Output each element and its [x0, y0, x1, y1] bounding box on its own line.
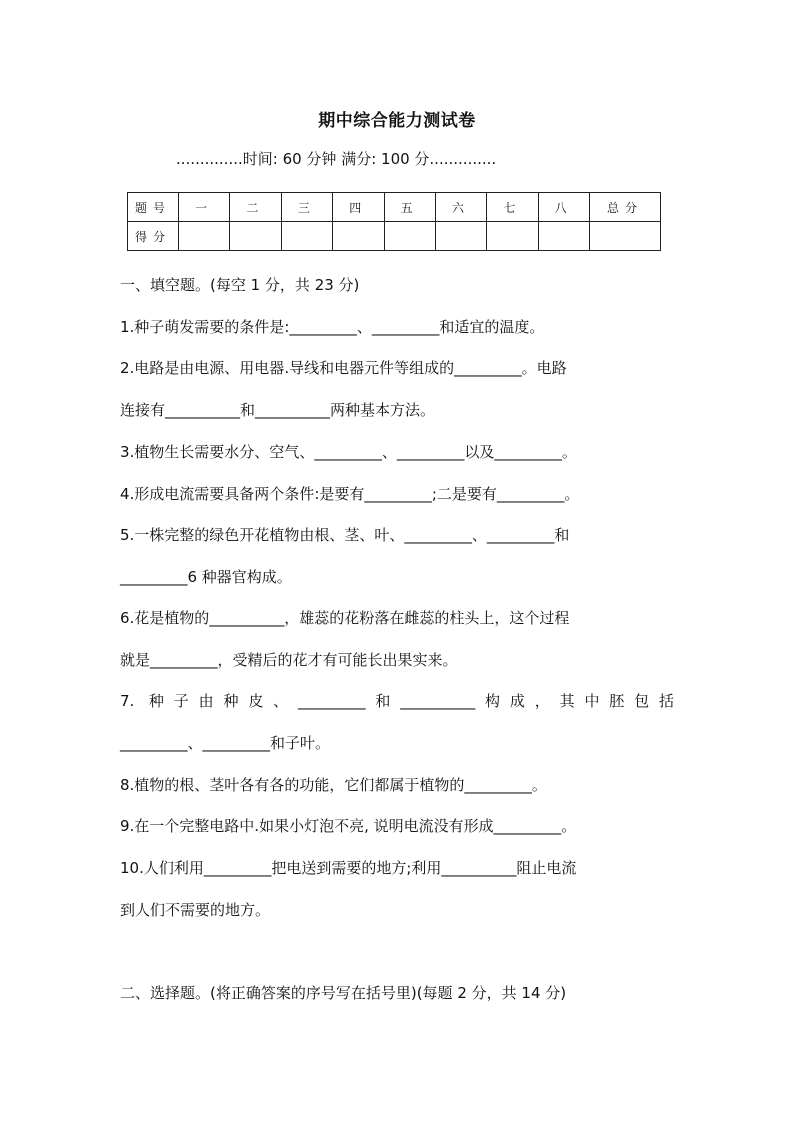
score-table-cell: 题号 — [128, 193, 179, 222]
question-line: 10.人们利用_________把电送到需要的地方;利用__________阻止电流 — [120, 859, 577, 877]
question-line: 6.花是植物的__________，雄蕊的花粉落在雌蕊的柱头上，这个过程 — [120, 609, 570, 627]
score-input-cell[interactable] — [487, 222, 538, 251]
score-table-header-row — [128, 193, 661, 222]
score-table-cell: 七 — [487, 193, 538, 222]
question-line: _________、_________和子叶。 — [120, 734, 331, 752]
exam-title: 期中综合能力测试卷 — [318, 111, 476, 131]
score-table-cell: 一 — [179, 193, 230, 222]
score-input-cell[interactable] — [281, 222, 332, 251]
section2-heading: 二、选择题。(将正确答案的序号写在括号里)(每题 2 分，共 14 分) — [120, 984, 567, 1002]
score-input-cell[interactable] — [333, 222, 384, 251]
question-line: 7. 种子由种皮、_________和__________构成，其中胚包括 — [120, 692, 674, 710]
question-line: _________6 种器官构成。 — [120, 568, 292, 586]
exam-subtitle: ..............时间: 60 分钟 满分: 100 分.............. — [176, 150, 497, 168]
question-line: 3.植物生长需要水分、空气、_________、_________以及_________。 — [120, 443, 577, 461]
question-line: 1.种子萌发需要的条件是:_________、_________和适宜的温度。 — [120, 318, 545, 336]
score-table — [127, 192, 661, 251]
score-input-cell[interactable] — [435, 222, 486, 251]
question-line: 2.电路是由电源、用电器.导线和电器元件等组成的_________。电路 — [120, 359, 567, 377]
question-line: 5.一株完整的绿色开花植物由根、茎、叶、_________、_________和 — [120, 526, 570, 544]
score-table-cell: 八 — [538, 193, 589, 222]
score-table-cell: 六 — [435, 193, 486, 222]
score-input-cell[interactable] — [590, 222, 661, 251]
question-line: 9.在一个完整电路中.如果小灯泡不亮, 说明电流没有形成_________。 — [120, 817, 577, 835]
score-input-cell[interactable] — [384, 222, 435, 251]
score-table-cell: 五 — [384, 193, 435, 222]
question-line: 连接有__________和__________两种基本方法。 — [120, 401, 436, 419]
score-table-cell: 三 — [281, 193, 332, 222]
score-input-cell[interactable] — [230, 222, 281, 251]
score-table-cell: 总分 — [590, 193, 661, 222]
score-input-cell[interactable] — [179, 222, 230, 251]
section1-heading: 一、填空题。(每空 1 分，共 23 分) — [120, 276, 360, 294]
score-input-cell[interactable] — [538, 222, 589, 251]
score-table-cell: 四 — [333, 193, 384, 222]
question-line: 就是_________，受精后的花才有可能长出果实来。 — [120, 651, 458, 669]
question-line: 8.植物的根、茎叶各有各的功能，它们都属于植物的_________。 — [120, 776, 547, 794]
score-table-cell: 二 — [230, 193, 281, 222]
question-line: 4.形成电流需要具备两个条件:是要有_________;二是要有_________。 — [120, 485, 580, 503]
question-line: 到人们不需要的地方。 — [120, 901, 271, 919]
score-table-cell: 得分 — [128, 222, 179, 251]
score-table-score-row — [128, 222, 661, 251]
